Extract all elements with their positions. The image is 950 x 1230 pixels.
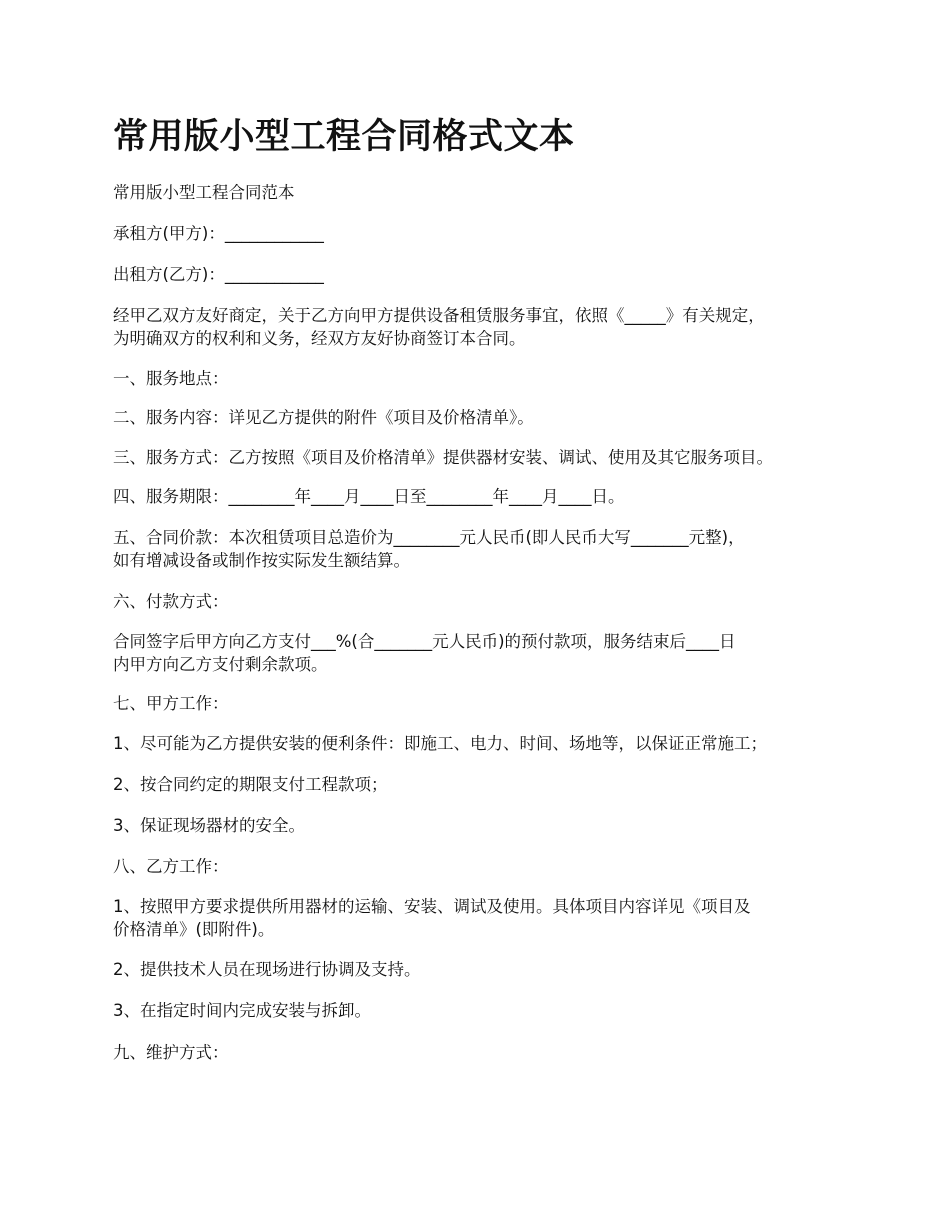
document-subtitle: 常用版小型工程合同范本 xyxy=(113,183,295,202)
party-b-duty-item: 2、提供技术人员在现场进行协调及支持。 xyxy=(113,960,421,979)
clause-3-service-method: 三、服务方式：乙方按照《项目及价格清单》提供器材安装、调试、使用及其它服务项目。 xyxy=(113,448,773,467)
clause-6-payment-terms: 合同签字后甲方向乙方支付___%(合_______元人民币)的预付款项，服务结束后____日 内甲方向乙方支付剩余款项。 xyxy=(113,632,736,674)
party-a-duty-item: 1、尽可能为乙方提供安装的便利条件：即施工、电力、时间、场地等，以保证正常施工； xyxy=(113,734,767,753)
clause-7-party-a-duties-heading: 七、甲方工作： xyxy=(113,694,229,713)
party-a-duty-item: 3、保证现场器材的安全。 xyxy=(113,816,305,835)
party-a-duty-item: 2、按合同约定的期限支付工程款项； xyxy=(113,775,388,794)
clause-2-service-content: 二、服务内容：详见乙方提供的附件《项目及价格清单》。 xyxy=(113,408,534,427)
party-b-duty-item: 3、在指定时间内完成安装与拆卸。 xyxy=(113,1001,371,1020)
clause-4-service-period: 四、服务期限：________年____月____日至________年____月____日。 xyxy=(113,487,625,506)
party-b-duty-item: 1、按照甲方要求提供所用器材的运输、安装、调试及使用。具体项目内容详见《项目及 价格清单》(即附件)。 xyxy=(113,897,751,939)
document-title: 常用版小型工程合同格式文本 xyxy=(113,117,575,157)
clause-9-maintenance-heading: 九、维护方式： xyxy=(113,1043,229,1062)
clause-1-service-location: 一、服务地点： xyxy=(113,369,229,388)
party-a-line: 承租方(甲方)：____________ xyxy=(113,224,324,243)
preamble-paragraph: 经甲乙双方友好商定，关于乙方向甲方提供设备租赁服务事宜，依照《_____》有关规定， 为明确双方的权利和义务，经双方友好协商签订本合同。 xyxy=(113,306,765,348)
clause-8-party-b-duties-heading: 八、乙方工作： xyxy=(113,857,229,876)
clause-5-contract-price: 五、合同价款：本次租赁项目总造价为________元人民币(即人民币大写_______元整)， 如有增减设备或制作按实际发生额结算。 xyxy=(113,528,745,570)
party-b-line: 出租方(乙方)：____________ xyxy=(113,265,324,284)
clause-6-payment-heading: 六、付款方式： xyxy=(113,592,229,611)
